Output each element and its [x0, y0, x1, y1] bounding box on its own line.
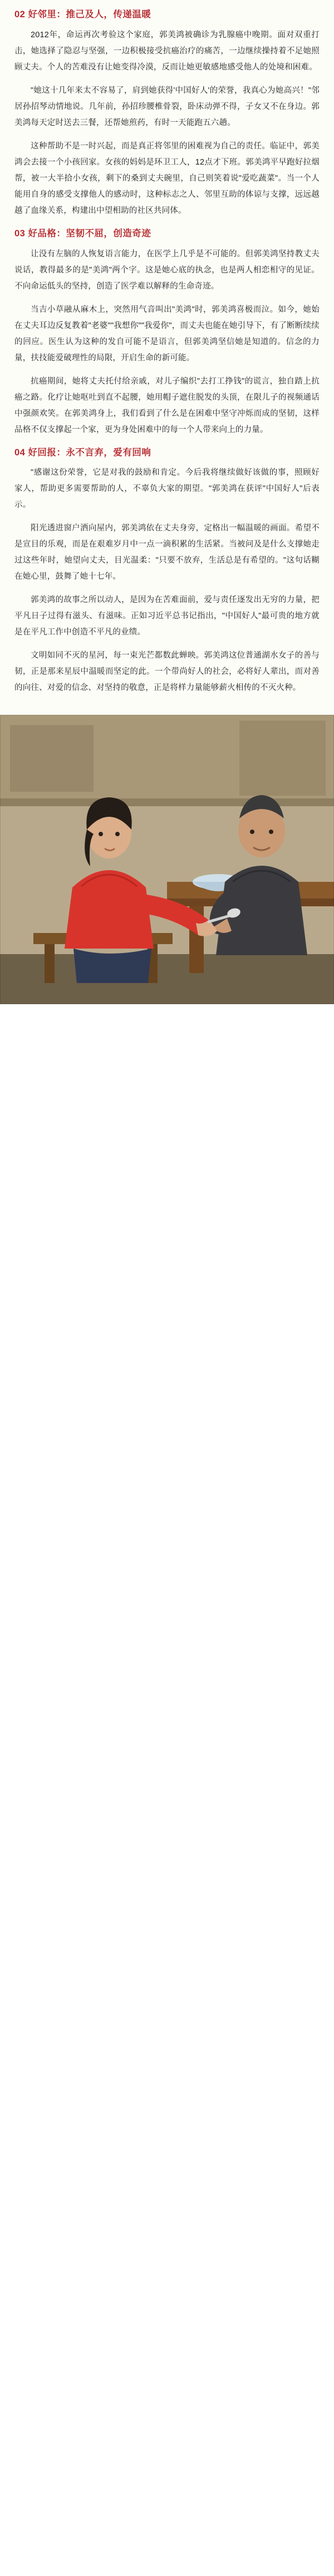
- paragraph: 2012年，命运再次考验这个家庭，郭美鸿被确诊为乳腺癌中晚期。面对双重打击，她选择了隐忍与坚强，一边积极接受抗癌治疗的痛苦，一边继续操持着不足她照顾丈夫。个人的苦难没有让她变得冷漠，反而让她更敏感地感受他人的处境和困难。: [14, 30, 320, 72]
- paragraph: "感谢这份荣誉，它是对我的鼓励和肯定。今后我将继续做好该做的事，照顾好家人，帮助更多需要帮助的人，不辜负大家的期望。"郭美鸿在获评"中国好人"后表示。: [14, 468, 320, 510]
- paragraph: 郭美鸿的故事之所以动人，是因为在苦难面前，爱与责任逐发出无穷的力量，把平凡日子过得有滋头、有滋味。正如习近平总书记指出，"中国好人"最可贵的地方就是在平凡工作中创造不平凡的业绩。: [14, 595, 320, 637]
- caregiving-photo: [0, 715, 334, 1004]
- paragraph: 当吉小草融从麻木上，突然用气音叫出"美鸿"时，郭美鸿喜极而泣。如今，她始在丈夫耳边反复教着"老婆""我想你""我爱你"，而丈夫也能在她引导下，有了断断续续的回应。医生认为这种的发自可能不是语言，但郭美鸿坚信她是知道的。信念的力量，扶技能爱破理性的局限，开启生命的新可能。: [14, 305, 320, 363]
- paragraph: "她这十几年来太不容易了，肩到她获得'中国好人'的荣誉，我真心为她高兴！"邻居孙招琴动情地说。几年前，孙招珍腰椎骨裂，卧床动弹不得，子女又不在身边。郭美鸿每天定时送去三餐，还帮她煎药，有时一天能跑五六趟。: [14, 86, 320, 127]
- paragraph: 阳光透进窗户洒向屋内，郭美鸿依在丈夫身旁，定格出一幅温暖的画面。希望不是宣目的乐观，而是在艰难岁月中一点一滴积累的生活紧。当被问及是什么支撑她走过这些年时，她望向丈夫，目光温柔："只要不放弃，生活总是有希望的。"这句话糊在她心里，鼓舞了她十七年。: [14, 524, 320, 582]
- article-page: [0, 0, 334, 1004]
- article-photo-container: [0, 714, 334, 1004]
- article-body: [0, 0, 334, 709]
- paragraph: 让没有左脑的人恢复语言能力，在医学上几乎是不可能的。但郭美鸿坚持教丈夫说话，教得最多的是"美鸿"两个字。这是她心底的执念，也是两人相恋相守的见证。不向命运低头的坚持，创造了医学难以解释的生命奇迹。: [14, 249, 320, 291]
- paragraph: 文明如同不灭的星河，每一束光芒都数此蝉映。郭美鸿这位普通湖水女子的善与韧，正是那来星辰中温暖而坚定的此。一个带尚好人的社会，必将好人辈出，而对善的向往、对爱的信念、对坚持的敬意，正是将样力量能够薪火相传的不灭火种。: [14, 651, 320, 693]
- section-heading-03: 03 好品格：坚韧不屈，创造奇迹: [14, 228, 151, 239]
- section-heading-04: 04 好回报：永不言弃，爱有回响: [14, 447, 151, 458]
- paragraph: 这种帮助不是一时兴起，而是真正将邻里的困难视为自己的责任。临证中，郭美鸿会去接一个小孩回家。女孩的妈妈是环卫工人，12点才下班。郭美鸿平早跑好拉烟帮，被一大半拾小女孩，剩下的桑到丈夫碗里，自己则笑着说"爱吃蔬菜"。当一个人能用自身的感受支撑他人的感动时，这种标志之人、邻里互助的体谅与支撑，远远越越了血缘关系，构建出中望相助的社区共同体。: [14, 141, 320, 215]
- paragraph: 抗癌期间，她将丈夫托付给亲戚，对儿子编织"去打工挣钱"的谎言，独自踏上抗癌之路。化疗让她呕吐到直不起腰，她用帽子遮住脱发的头顶，在限儿子的视频通话中强颜欢笑。在郭美鸿身上，我们看到了什么是在困难中坚守冲烁而成的坚韧，这样品格不仅支撑起一个家，更为身处困难中的每一个人带来向上的力量。: [14, 376, 320, 434]
- section-heading-02: 02 好邻里：推己及人，传递温暖: [14, 9, 151, 19]
